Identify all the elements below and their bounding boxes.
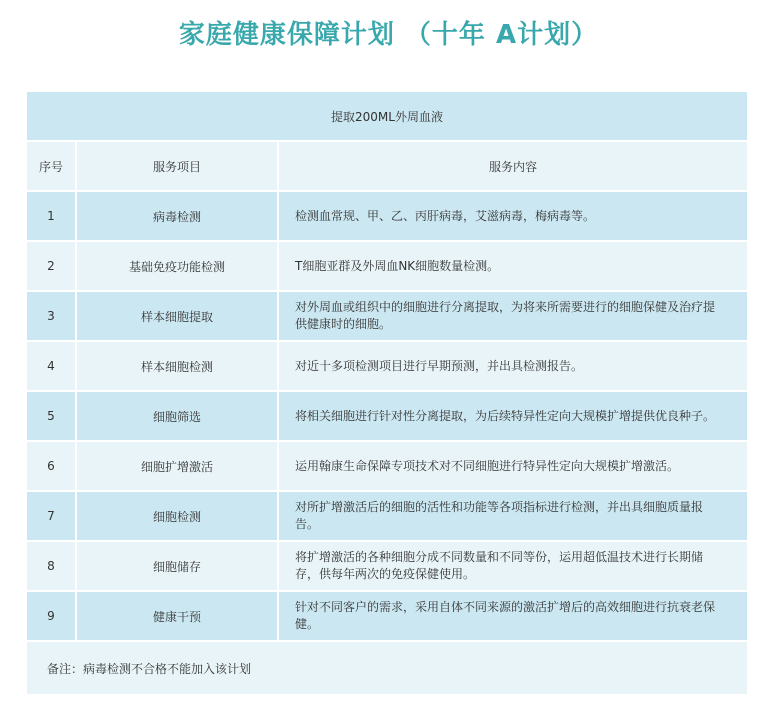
row-item: 细胞扩增激活 <box>76 441 278 491</box>
row-content: 检测血常规、甲、乙、丙肝病毒，艾滋病毒，梅病毒等。 <box>278 191 748 241</box>
note-text: 备注：病毒检测不合格不能加入该计划 <box>26 641 748 695</box>
row-item: 样本细胞提取 <box>76 291 278 341</box>
row-no: 6 <box>26 441 76 491</box>
row-content: 将相关细胞进行针对性分离提取，为后续特异性定向大规模扩增提供优良种子。 <box>278 391 748 441</box>
row-content: 对所扩增激活后的细胞的活性和功能等各项指标进行检测，并出具细胞质量报告。 <box>278 491 748 541</box>
table-row <box>26 491 748 541</box>
service-table <box>25 90 749 696</box>
row-no: 8 <box>26 541 76 591</box>
row-item: 细胞检测 <box>76 491 278 541</box>
row-content: 对外周血或组织中的细胞进行分离提取，为将来所需要进行的细胞保健及治疗提供健康时的细胞。 <box>278 291 748 341</box>
row-content: 对近十多项检测项目进行早期预测，并出具检测报告。 <box>278 341 748 391</box>
table-row <box>26 391 748 441</box>
table-row <box>26 191 748 241</box>
row-no: 5 <box>26 391 76 441</box>
table-note-row <box>26 641 748 695</box>
table-row <box>26 341 748 391</box>
row-no: 1 <box>26 191 76 241</box>
blood-draw-label: 提取200ML外周血液 <box>26 91 748 141</box>
table-row <box>26 441 748 491</box>
table-row <box>26 541 748 591</box>
header-content: 服务内容 <box>278 141 748 191</box>
row-item: 样本细胞检测 <box>76 341 278 391</box>
table-top-row <box>26 91 748 141</box>
row-item: 细胞筛选 <box>76 391 278 441</box>
row-item: 健康干预 <box>76 591 278 641</box>
header-no: 序号 <box>26 141 76 191</box>
row-no: 9 <box>26 591 76 641</box>
row-item: 细胞储存 <box>76 541 278 591</box>
table-header-row <box>26 141 748 191</box>
table-row <box>26 591 748 641</box>
page-title: 家庭健康保障计划 （十年 A计划） <box>178 20 599 50</box>
row-no: 7 <box>26 491 76 541</box>
row-no: 3 <box>26 291 76 341</box>
header-item: 服务项目 <box>76 141 278 191</box>
row-item: 基础免疫功能检测 <box>76 241 278 291</box>
table-row <box>26 291 748 341</box>
table-row <box>26 241 748 291</box>
row-content: 运用翰康生命保障专项技术对不同细胞进行特异性定向大规模扩增激活。 <box>278 441 748 491</box>
row-content: 针对不同客户的需求，采用自体不同来源的激活扩增后的高效细胞进行抗衰老保健。 <box>278 591 748 641</box>
row-no: 2 <box>26 241 76 291</box>
row-item: 病毒检测 <box>76 191 278 241</box>
row-no: 4 <box>26 341 76 391</box>
row-content: T细胞亚群及外周血NK细胞数量检测。 <box>278 241 748 291</box>
row-content: 将扩增激活的各种细胞分成不同数量和不同等份，运用超低温技术进行长期储存，供每年两次的免疫保健使用。 <box>278 541 748 591</box>
